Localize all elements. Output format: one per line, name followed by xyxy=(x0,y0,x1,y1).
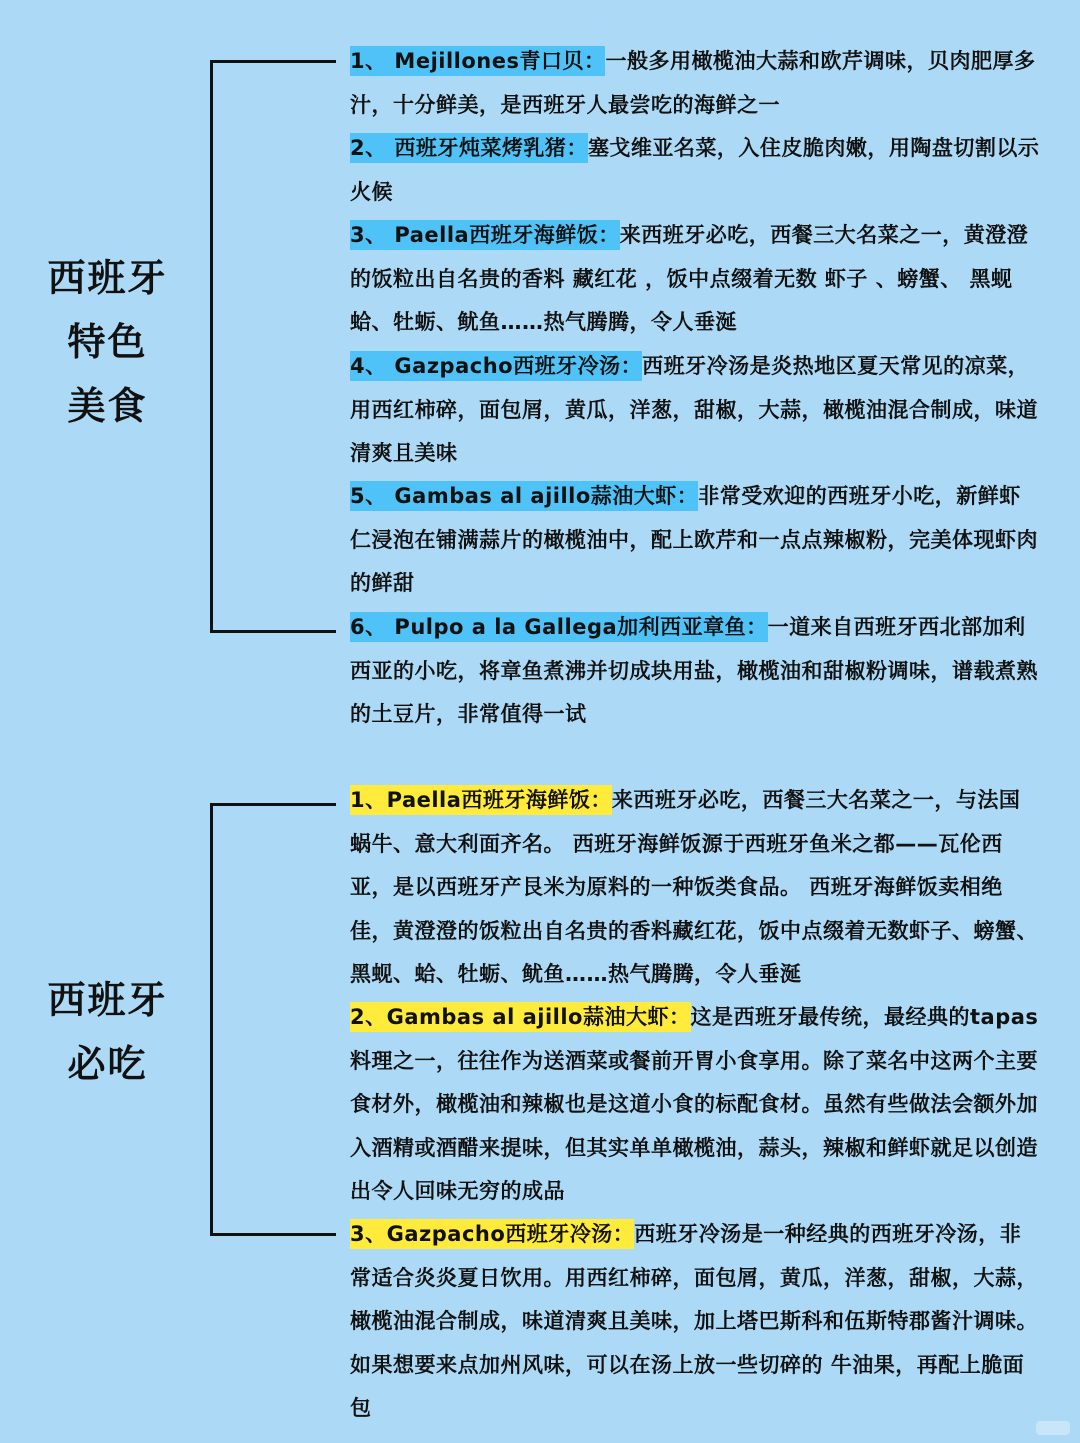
watermark-logo xyxy=(1036,1421,1070,1435)
item-heading: 2、Gambas al ajillo蒜油大虾： xyxy=(350,1002,691,1032)
item-description: 塞戈维亚名菜，入住皮脆肉嫩，用陶盘切割以示火候 xyxy=(350,136,1040,204)
section-title xyxy=(30,968,185,1096)
item-description: 西班牙冷汤是炎热地区夏天常见的凉菜，用西红柿碎，面包屑，黄瓜，洋葱，甜椒，大蒜，橄榄油混合制成，味道清爽且美味 xyxy=(350,354,1038,465)
list-item xyxy=(350,779,1040,997)
list-item xyxy=(350,606,1040,737)
item-description: 这是西班牙最传统，最经典的tapas料理之一，往往作为送酒菜或餐前开胃小食享用。除了菜名中这两个主要食材外，橄榄油和辣椒也是这道小食的标配食材。虽然有些做法会额外加入酒精或酒醋来提味，但其实单单橄榄油，蒜头，辣椒和鲜虾就足以创造出令人回味无穷的成品 xyxy=(350,1005,1039,1203)
item-heading: 6、 Pulpo a la Gallega加利西亚章鱼： xyxy=(350,612,768,642)
list-item xyxy=(350,345,1040,476)
section-title xyxy=(30,246,185,438)
title-line: 西班牙 xyxy=(47,256,168,300)
item-heading: 3、 Paella西班牙海鲜饭： xyxy=(350,220,620,250)
item-heading: 2、 西班牙炖菜烤乳猪： xyxy=(350,133,588,163)
title-line: 美食 xyxy=(67,384,148,428)
item-heading: 3、Gazpacho西班牙冷汤： xyxy=(350,1219,634,1249)
bracket-connector xyxy=(210,60,336,633)
item-description: 来西班牙必吃，西餐三大名菜之一，黄澄澄的饭粒出自名贵的香料 藏红花 ，饭中点缀着无数 虾子 、螃蟹、 黑蚬蛤、牡蛎、鱿鱼……热气腾腾，令人垂涎 xyxy=(350,223,1029,334)
list-item xyxy=(350,214,1040,345)
item-description: 一般多用橄榄油大蒜和欧芹调味，贝肉肥厚多汁，十分鲜美，是西班牙人最尝吃的海鲜之一 xyxy=(350,49,1036,117)
item-description: 一道来自西班牙西北部加利西亚的小吃，将章鱼煮沸并切成块用盐，橄榄油和甜椒粉调味，谱载煮熟的土豆片，非常值得一试 xyxy=(350,615,1038,726)
item-heading: 4、 Gazpacho西班牙冷汤： xyxy=(350,351,642,381)
item-description: 西班牙冷汤是一种经典的西班牙冷汤，非常适合炎炎夏日饮用。用西红柿碎，面包屑，黄瓜，洋葱，甜椒，大蒜，橄榄油混合制成，味道清爽且美味，加上塔巴斯科和伍斯特郡酱汁调味。 如果想要来点加州风味，可以在汤上放一些切碎的 牛油果，再配上脆面包 xyxy=(350,1222,1038,1420)
item-description: 非常受欢迎的西班牙小吃，新鲜虾仁浸泡在铺满蒜片的橄榄油中，配上欧芹和一点点辣椒粉，完美体现虾肉的鲜甜 xyxy=(350,484,1038,595)
list-item xyxy=(350,40,1040,127)
bracket-connector xyxy=(210,803,336,1236)
item-heading: 5、 Gambas al ajillo蒜油大虾： xyxy=(350,481,698,511)
list-item xyxy=(350,1213,1040,1431)
list-item xyxy=(350,475,1040,606)
title-line: 特色 xyxy=(67,320,148,364)
item-heading: 1、Paella西班牙海鲜饭： xyxy=(350,785,612,815)
item-heading: 1、 Mejillones青口贝： xyxy=(350,46,605,76)
title-line: 必吃 xyxy=(67,1042,148,1086)
list-item xyxy=(350,127,1040,214)
item-description: 来西班牙必吃，西餐三大名菜之一，与法国蜗牛、意大利面齐名。 西班牙海鲜饭源于西班牙鱼米之都——瓦伦西亚，是以西班牙产艮米为原料的一种饭类食品。 西班牙海鲜饭卖相绝佳，黄澄澄的饭粒出自名贵的香料藏红花，饭中点缀着无数虾子、螃蟹、黑蚬、蛤、牡蛎、鱿鱼……热气腾腾，令人垂涎 xyxy=(350,788,1038,986)
list-item xyxy=(350,996,1040,1214)
title-line: 西班牙 xyxy=(47,978,168,1022)
